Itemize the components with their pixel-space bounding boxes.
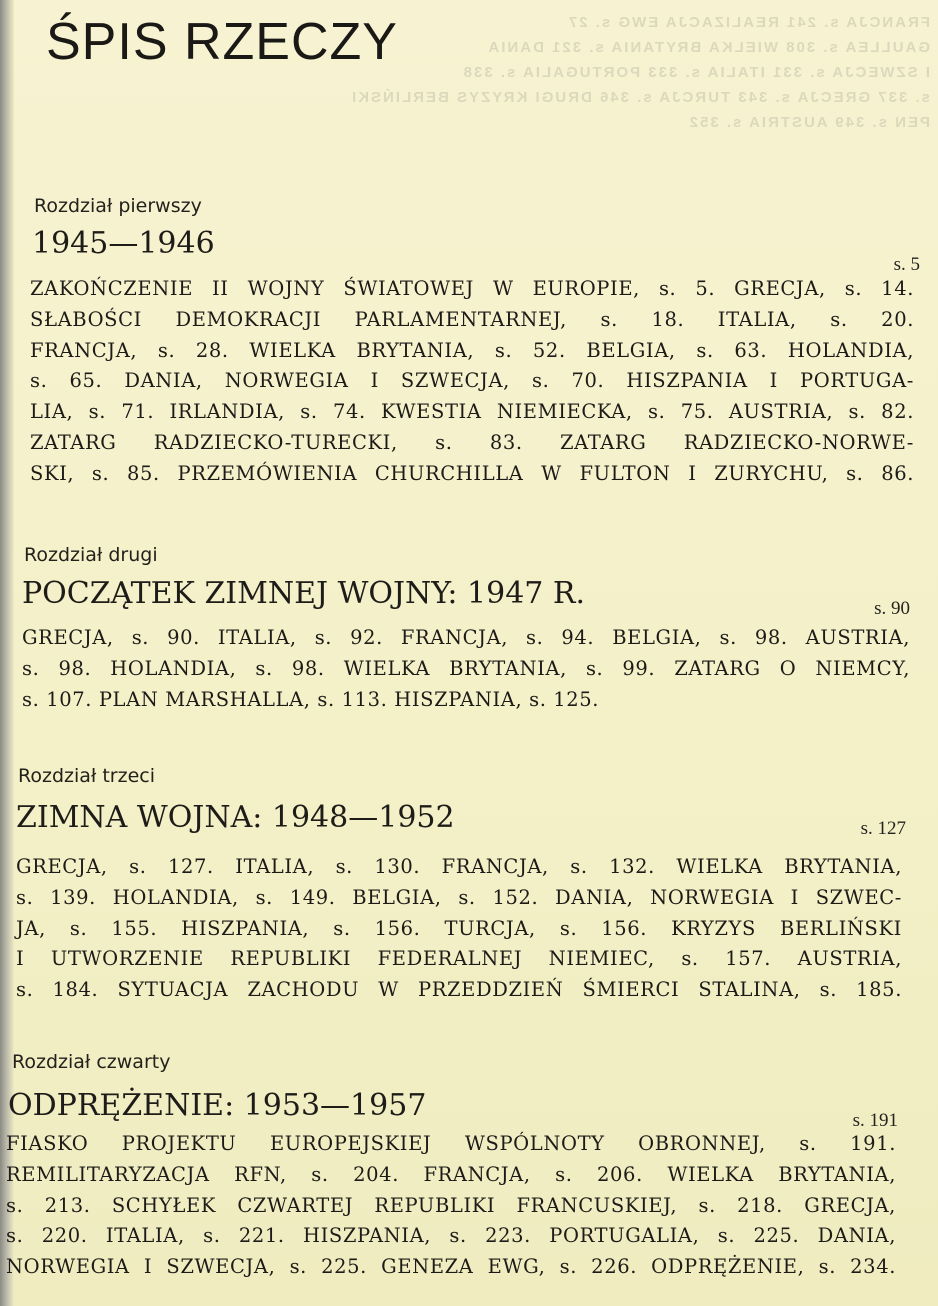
contents-line: GRECJA, s. 90. ITALIA, s. 92. FRANCJA, s. 94. BELGIA, s. 98. AUSTRIA, <box>22 626 910 649</box>
contents-line: JA, s. 155. HISZPANIA, s. 156. TURCJA, s. 156. KRYZYS BERLIŃSKI <box>16 916 902 940</box>
chapter-2-label: Rozdział drugi <box>24 544 158 566</box>
contents-line: ZATARG RADZIECKO-TURECKI, s. 83. ZATARG RADZIECKO-NORWE- <box>30 430 914 454</box>
contents-line: NORWEGIA I SZWECJA, s. 225. GENEZA EWG, s. 226. ODPRĘŻENIE, s. 234. <box>6 1255 896 1279</box>
contents-line: LIA, s. 71. IRLANDIA, s. 74. KWESTIA NIEMIECKA, s. 75. AUSTRIA, s. 82. <box>30 400 914 424</box>
chapter-2-page: s. 90 <box>874 598 910 619</box>
chapter-1-label: Rozdział pierwszy <box>34 195 202 217</box>
chapter-3-page: s. 127 <box>860 818 906 839</box>
chapter-4-page: s. 191 <box>852 1110 898 1131</box>
chapter-4-contents <box>6 1129 896 1283</box>
contents-line: ZAKOŃCZENIE II WOJNY ŚWIATOWEJ W EUROPIE, s. 5. GRECJA, s. 14. <box>30 277 914 300</box>
contents-line: GRECJA, s. 127. ITALIA, s. 130. FRANCJA, s. 132. WIELKA BRYTANIA, <box>16 855 902 878</box>
contents-line: s. 107. PLAN MARSHALLA, s. 113. HISZPANIA, s. 125. <box>22 687 600 711</box>
chapter-1-page: s. 5 <box>893 254 920 275</box>
chapter-3-heading: ZIMNA WOJNA: 1948—1952 <box>16 800 455 835</box>
contents-line: s. 139. HOLANDIA, s. 149. BELGIA, s. 152. DANIA, NORWEGIA I SZWEC- <box>16 885 902 909</box>
show-through-text: FRANCJA s. 241 REALIZACJA EWG s. 27 GAULLEA s. 308 WIELKA BRYTANIA s. 321 DANIA I SZWECJA s. 331 ITALIA s. 333 PORTUGALIA s. 338 s. 337 GRECJA s. 343 TURCJA s. 346 DRUGI KRYZYS BERLIŃSKI PEN s. 349 AUSTRIA s. 352 <box>350 14 930 131</box>
chapter-3-label: Rozdział trzeci <box>18 765 155 787</box>
contents-line: SŁABOŚCI DEMOKRACJI PARLAMENTARNEJ, s. 18. ITALIA, s. 20. <box>30 307 914 331</box>
chapter-1-heading: 1945—1946 <box>32 226 215 261</box>
chapter-4-label: Rozdział czwarty <box>12 1051 171 1073</box>
contents-line: s. 98. HOLANDIA, s. 98. WIELKA BRYTANIA, s. 99. ZATARG O NIEMCY, <box>22 656 910 680</box>
page-title: ŚPIS RZECZY <box>46 13 398 71</box>
chapter-4-heading: ODPRĘŻENIE: 1953—1957 <box>8 1088 427 1123</box>
chapter-3-contents <box>16 852 902 1006</box>
contents-line: SKI, s. 85. PRZEMÓWIENIA CHURCHILLA W FULTON I ZURYCHU, s. 86. <box>30 461 914 485</box>
contents-line: I UTWORZENIE REPUBLIKI FEDERALNEJ NIEMIEC, s. 157. AUSTRIA, <box>16 947 902 971</box>
contents-line: s. 65. DANIA, NORWEGIA I SZWECJA, s. 70. HISZPANIA I PORTUGA- <box>30 369 914 393</box>
contents-line: s. 220. ITALIA, s. 221. HISZPANIA, s. 223. PORTUGALIA, s. 225. DANIA, <box>6 1224 896 1248</box>
contents-line: s. 184. SYTUACJA ZACHODU W PRZEDDZIEŃ ŚMIERCI STALINA, s. 185. <box>16 978 902 1002</box>
chapter-2-contents <box>22 623 910 715</box>
chapter-2-heading: POCZĄTEK ZIMNEJ WOJNY: 1947 R. <box>22 576 586 611</box>
contents-line: s. 213. SCHYŁEK CZWARTEJ REPUBLIKI FRANCUSKIEJ, s. 218. GRECJA, <box>6 1193 896 1217</box>
contents-line: REMILITARYZACJA RFN, s. 204. FRANCJA, s. 206. WIELKA BRYTANIA, <box>6 1162 896 1186</box>
contents-line: FIASKO PROJEKTU EUROPEJSKIEJ WSPÓLNOTY OBRONNEJ, s. 191. <box>6 1132 896 1155</box>
contents-line: FRANCJA, s. 28. WIELKA BRYTANIA, s. 52. BELGIA, s. 63. HOLANDIA, <box>30 338 914 362</box>
chapter-1-contents <box>30 274 914 490</box>
